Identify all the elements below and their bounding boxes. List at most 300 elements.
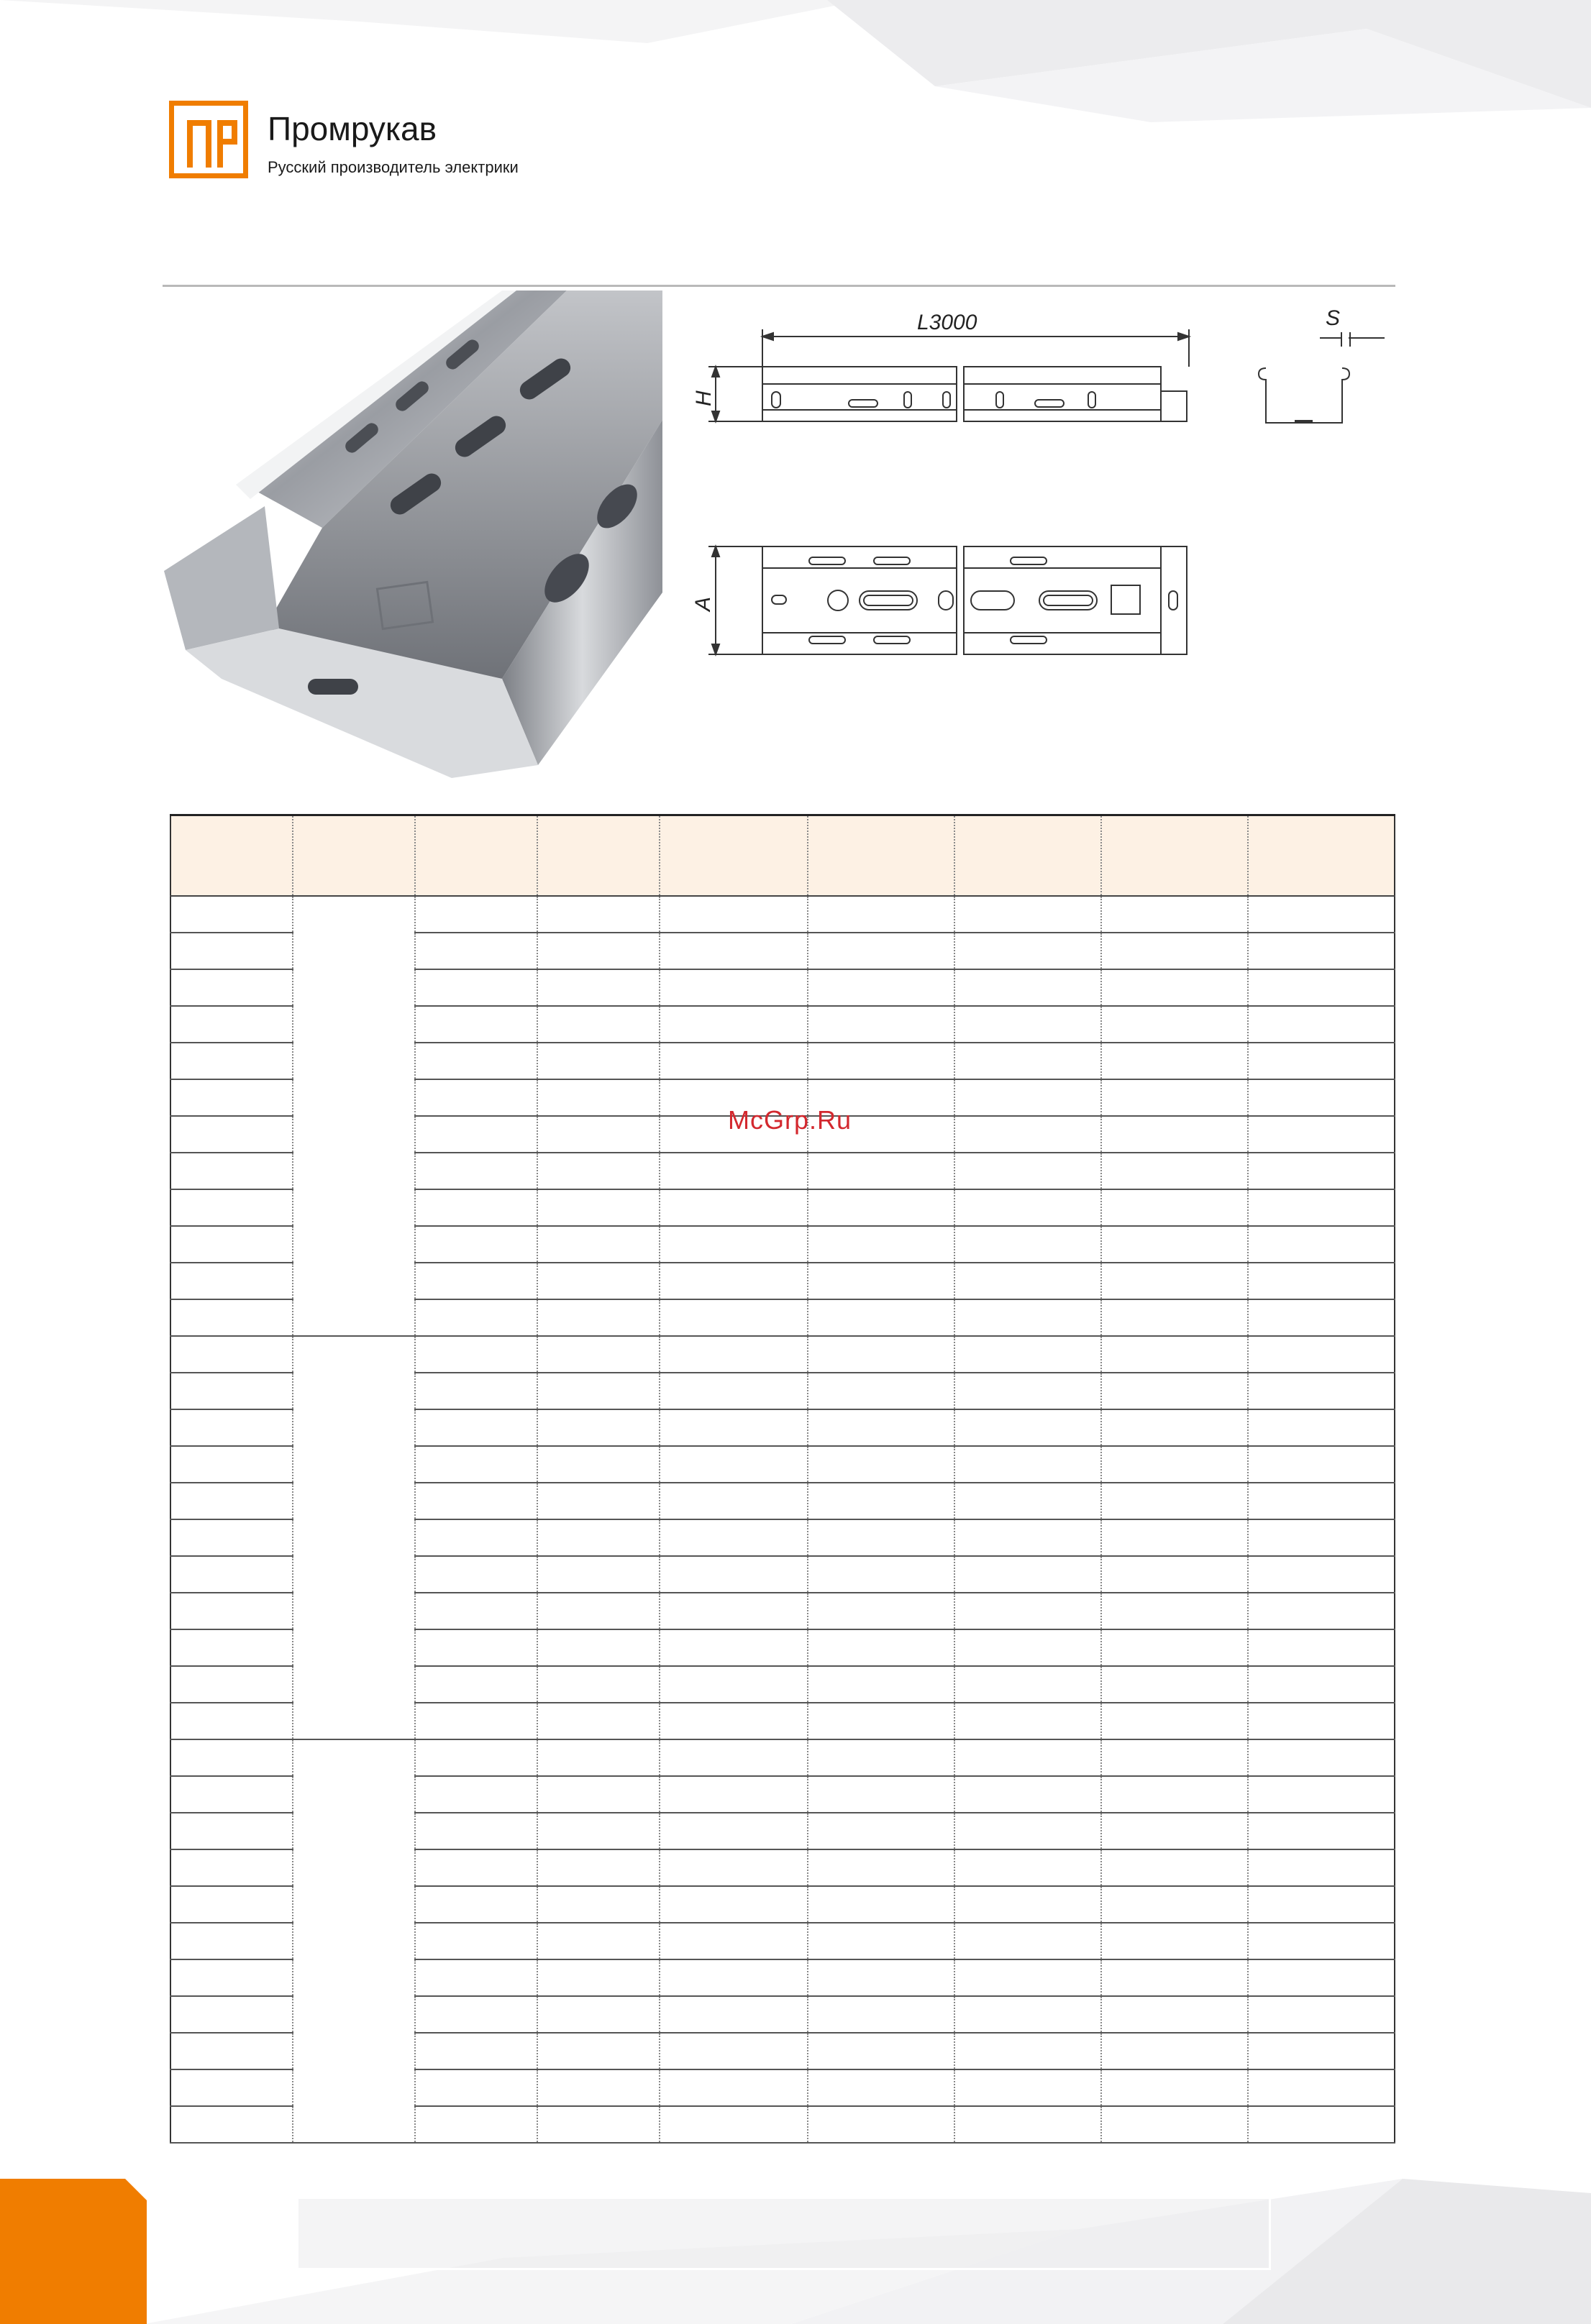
table-cell [170, 1299, 293, 1336]
table-cell [954, 1556, 1101, 1593]
table-cell [660, 1226, 808, 1263]
table-cell [808, 1409, 954, 1446]
table-cell [808, 1299, 954, 1336]
table-cell [415, 1629, 537, 1666]
table-cell [808, 2069, 954, 2106]
table-cell [808, 933, 954, 969]
table-cell [537, 1263, 660, 1299]
table-cell [954, 1373, 1101, 1409]
table-cell [660, 1629, 808, 1666]
table-cell [170, 1373, 293, 1409]
table-row [170, 1739, 1395, 1776]
table-cell [415, 1006, 537, 1043]
table-cell [954, 1593, 1101, 1629]
table-cell [170, 969, 293, 1006]
table-cell [537, 1593, 660, 1629]
table-cell [1101, 1923, 1248, 1959]
table-cell [808, 1849, 954, 1886]
table-cell [1101, 1043, 1248, 1079]
table-cell [170, 896, 293, 933]
table-cell [1248, 1959, 1395, 1996]
table-cell [660, 1739, 808, 1776]
table-cell [808, 1483, 954, 1519]
table-cell [1101, 2106, 1248, 2143]
length-label: L3000 [917, 311, 977, 334]
table-cell [415, 1593, 537, 1629]
table-cell [1248, 2106, 1395, 2143]
footer-orange-tab [0, 2179, 151, 2324]
table-header-cell [954, 815, 1101, 897]
table-cell [1101, 1703, 1248, 1739]
table-cell [1101, 1959, 1248, 1996]
table-cell [660, 1409, 808, 1446]
table-cell [415, 1409, 537, 1446]
table-cell [954, 2069, 1101, 2106]
table-cell [954, 1336, 1101, 1373]
table-cell [537, 1959, 660, 1996]
table-cell [1101, 1446, 1248, 1483]
table-cell [1248, 1519, 1395, 1556]
table-cell [660, 1703, 808, 1739]
table-cell [1248, 1079, 1395, 1116]
table-cell [1248, 933, 1395, 969]
table-cell [808, 1739, 954, 1776]
table-cell [170, 1776, 293, 1813]
table-header-cell [415, 815, 537, 897]
table-cell [808, 1996, 954, 2033]
table-cell [170, 1483, 293, 1519]
table-cell [808, 896, 954, 933]
table-cell [954, 1703, 1101, 1739]
table-cell [954, 1519, 1101, 1556]
table-cell [1101, 1996, 1248, 2033]
watermark-text: McGrp.Ru [728, 1105, 852, 1135]
table-header-cell [1101, 815, 1248, 897]
table-cell [537, 1666, 660, 1703]
table-cell [1101, 1336, 1248, 1373]
table-cell [537, 1556, 660, 1593]
table-cell [1101, 1556, 1248, 1593]
table-cell [415, 1153, 537, 1189]
table-cell [1101, 933, 1248, 969]
table-cell [415, 933, 537, 969]
width-label: A [691, 596, 715, 611]
height-label: H [692, 390, 716, 406]
table-cell [170, 1006, 293, 1043]
table-cell [1101, 1079, 1248, 1116]
table-cell [954, 933, 1101, 969]
table-cell [808, 2033, 954, 2069]
table-cell [415, 1263, 537, 1299]
table-cell [1248, 1593, 1395, 1629]
table-cell [170, 1446, 293, 1483]
table-cell [808, 1813, 954, 1849]
table-cell [537, 1923, 660, 1959]
table-cell [660, 1006, 808, 1043]
table-cell [170, 1629, 293, 1666]
table-cell [1248, 1996, 1395, 2033]
table-cell [415, 1739, 537, 1776]
table-cell [415, 1226, 537, 1263]
table-cell [1101, 1226, 1248, 1263]
table-cell [660, 1776, 808, 1813]
table-cell [1101, 1849, 1248, 1886]
table-cell [808, 1923, 954, 1959]
table-cell [415, 1996, 537, 2033]
table-cell [808, 1519, 954, 1556]
table-cell [537, 1813, 660, 1849]
table-cell [415, 1189, 537, 1226]
table-cell [1248, 2033, 1395, 2069]
table-cell [954, 1923, 1101, 1959]
table-cell [415, 2033, 537, 2069]
table-cell [1101, 1153, 1248, 1189]
table-cell [170, 1593, 293, 1629]
table-cell [1248, 1776, 1395, 1813]
table-cell [170, 1886, 293, 1923]
table-cell [808, 1556, 954, 1593]
table-cell [660, 896, 808, 933]
table-cell [415, 1813, 537, 1849]
table-header-cell [170, 815, 293, 897]
table-cell [537, 1153, 660, 1189]
table-cell [537, 2033, 660, 2069]
technical-drawings [691, 295, 1406, 669]
table-cell [1101, 2069, 1248, 2106]
table-cell [170, 1263, 293, 1299]
table-cell [1101, 1629, 1248, 1666]
table-cell [1101, 1886, 1248, 1923]
table-cell [660, 1263, 808, 1299]
table-cell [170, 1189, 293, 1226]
table-cell [170, 1116, 293, 1153]
table-cell [1101, 1776, 1248, 1813]
table-cell [1248, 1666, 1395, 1703]
table-cell [660, 1849, 808, 1886]
table-cell [170, 1959, 293, 1996]
table-cell [537, 1373, 660, 1409]
table-cell [808, 1666, 954, 1703]
table-cell [1101, 2033, 1248, 2069]
header-divider [163, 285, 1395, 287]
spec-table [170, 814, 1394, 2143]
table-cell [537, 1776, 660, 1813]
table-cell [537, 1409, 660, 1446]
table-cell [293, 1739, 415, 2143]
table-cell [660, 1519, 808, 1556]
table-cell [1101, 1593, 1248, 1629]
table-cell [1248, 1629, 1395, 1666]
table-cell [537, 1996, 660, 2033]
table-cell [415, 1776, 537, 1813]
table-cell [660, 1189, 808, 1226]
table-cell [954, 1739, 1101, 1776]
table-cell [170, 1996, 293, 2033]
table-cell [170, 2106, 293, 2143]
table-cell [954, 1776, 1101, 1813]
table-cell [660, 969, 808, 1006]
table-cell [808, 1776, 954, 1813]
table-header-cell [660, 815, 808, 897]
table-cell [954, 1849, 1101, 1886]
table-cell [537, 1336, 660, 1373]
table-cell [537, 1079, 660, 1116]
table-cell [954, 1629, 1101, 1666]
table-cell [660, 2033, 808, 2069]
table-cell [660, 1043, 808, 1079]
table-cell [1248, 1703, 1395, 1739]
table-cell [293, 1336, 415, 1739]
table-cell [415, 1703, 537, 1739]
table-cell [415, 1519, 537, 1556]
table-cell [954, 1079, 1101, 1116]
table-cell [170, 1226, 293, 1263]
table-cell [1248, 1483, 1395, 1519]
table-row [170, 896, 1395, 933]
table-cell [808, 1593, 954, 1629]
table-cell [170, 1043, 293, 1079]
table-cell [954, 1666, 1101, 1703]
table-cell [1248, 1849, 1395, 1886]
table-cell [537, 1006, 660, 1043]
table-cell [170, 1079, 293, 1116]
table-cell [1248, 1189, 1395, 1226]
table-cell [170, 1813, 293, 1849]
table-cell [415, 969, 537, 1006]
table-cell [660, 1153, 808, 1189]
table-cell [170, 1666, 293, 1703]
table-header-cell [808, 815, 954, 897]
table-cell [808, 1703, 954, 1739]
table-cell [808, 1373, 954, 1409]
table-cell [1248, 1006, 1395, 1043]
table-cell [954, 896, 1101, 933]
table-cell [808, 1189, 954, 1226]
table-cell [660, 1556, 808, 1593]
table-cell [170, 1556, 293, 1593]
table-cell [1248, 1373, 1395, 1409]
table-cell [1248, 1299, 1395, 1336]
table-cell [170, 1519, 293, 1556]
table-cell [415, 1336, 537, 1373]
table-cell [808, 1153, 954, 1189]
table-cell [170, 1409, 293, 1446]
table-cell [170, 2069, 293, 2106]
brand-tagline: Русский производитель электрики [268, 158, 519, 176]
table-cell [170, 1153, 293, 1189]
table-cell [954, 1043, 1101, 1079]
table-cell [808, 2106, 954, 2143]
table-cell [1248, 1153, 1395, 1189]
table-cell [293, 896, 415, 1336]
table-cell [537, 1189, 660, 1226]
tray-side-view-drawing [708, 329, 1189, 421]
table-header-cell [537, 815, 660, 897]
table-cell [660, 933, 808, 969]
table-cell [808, 1263, 954, 1299]
table-cell [1101, 896, 1248, 933]
table-cell [1248, 1336, 1395, 1373]
table-cell [954, 1189, 1101, 1226]
table-cell [954, 2106, 1101, 2143]
table-header-cell [1248, 815, 1395, 897]
table-cell [1248, 1886, 1395, 1923]
table-cell [954, 1299, 1101, 1336]
table-cell [415, 1959, 537, 1996]
table-cell [954, 1226, 1101, 1263]
table-cell [537, 1483, 660, 1519]
table-cell [1248, 1556, 1395, 1593]
table-cell [1248, 1409, 1395, 1446]
table-cell [415, 1043, 537, 1079]
table-cell [170, 933, 293, 969]
table-cell [954, 1263, 1101, 1299]
table-cell [415, 2069, 537, 2106]
table-cell [660, 2106, 808, 2143]
table-cell [537, 1446, 660, 1483]
table-cell [1101, 1299, 1248, 1336]
table-cell [660, 1373, 808, 1409]
table-cell [660, 1299, 808, 1336]
table-cell [1101, 1373, 1248, 1409]
table-cell [537, 1299, 660, 1336]
table-cell [808, 1226, 954, 1263]
table-cell [808, 1336, 954, 1373]
table-cell [170, 1739, 293, 1776]
table-cell [537, 969, 660, 1006]
table-cell [660, 2069, 808, 2106]
table-cell [1101, 1666, 1248, 1703]
table-cell [954, 1996, 1101, 2033]
table-cell [660, 1959, 808, 1996]
table-cell [415, 1299, 537, 1336]
table-cell [537, 933, 660, 969]
table-cell [954, 1446, 1101, 1483]
table-cell [1101, 1409, 1248, 1446]
table-cell [415, 1446, 537, 1483]
table-cell [1248, 1226, 1395, 1263]
table-cell [415, 1849, 537, 1886]
logo-mark [169, 101, 248, 178]
table-cell [1248, 1446, 1395, 1483]
table-cell [808, 1959, 954, 1996]
table-cell [415, 1373, 537, 1409]
table-cell [1248, 969, 1395, 1006]
table-cell [170, 1849, 293, 1886]
table-cell [537, 1519, 660, 1556]
table-cell [170, 1923, 293, 1959]
table-cell [1248, 1813, 1395, 1849]
table-cell [537, 1703, 660, 1739]
table-cell [537, 2069, 660, 2106]
table-cell [1248, 1116, 1395, 1153]
table-cell [660, 1666, 808, 1703]
table-cell [808, 1886, 954, 1923]
table-cell [954, 1483, 1101, 1519]
table-cell [660, 1593, 808, 1629]
table-cell [954, 1813, 1101, 1849]
table-row [170, 1336, 1395, 1373]
cable-tray-photo [164, 290, 662, 778]
table-cell [537, 2106, 660, 2143]
table-cell [415, 1886, 537, 1923]
table-cell [415, 1556, 537, 1593]
table-cell [660, 1923, 808, 1959]
table-cell [1248, 1043, 1395, 1079]
tray-profile-drawing [1259, 332, 1385, 423]
table-cell [415, 1116, 537, 1153]
table-cell [954, 1116, 1101, 1153]
table-cell [954, 1409, 1101, 1446]
table-cell [954, 1153, 1101, 1189]
table-cell [808, 1043, 954, 1079]
table-cell [537, 1849, 660, 1886]
table-cell [808, 1446, 954, 1483]
table-cell [808, 969, 954, 1006]
brand-name: Промрукав [268, 110, 437, 147]
tray-top-view-drawing [708, 546, 1187, 654]
table-cell [170, 1703, 293, 1739]
table-cell [1248, 1263, 1395, 1299]
table-cell [170, 2033, 293, 2069]
table-cell [537, 1739, 660, 1776]
table-cell [1101, 1263, 1248, 1299]
table-cell [660, 1996, 808, 2033]
table-cell [537, 1886, 660, 1923]
table-cell [1248, 896, 1395, 933]
table-cell [537, 1629, 660, 1666]
table-cell [537, 896, 660, 933]
thickness-label: S [1326, 306, 1341, 330]
table-header-row [170, 815, 1395, 897]
table-cell [537, 1226, 660, 1263]
table-cell [1248, 1923, 1395, 1959]
table-cell [1101, 1813, 1248, 1849]
table-cell [415, 1079, 537, 1116]
table-cell [415, 2106, 537, 2143]
table-cell [1101, 1739, 1248, 1776]
table-cell [1101, 969, 1248, 1006]
footer-panel [296, 2197, 1271, 2270]
table-cell [1248, 2069, 1395, 2106]
table-cell [415, 896, 537, 933]
table-cell [954, 969, 1101, 1006]
table-cell [1101, 1189, 1248, 1226]
table-cell [1248, 1739, 1395, 1776]
table-cell [415, 1666, 537, 1703]
table-cell [660, 1336, 808, 1373]
table-cell [1101, 1519, 1248, 1556]
table-cell [1101, 1483, 1248, 1519]
table-cell [415, 1923, 537, 1959]
table-cell [660, 1483, 808, 1519]
table-cell [415, 1483, 537, 1519]
table-cell [1101, 1116, 1248, 1153]
table-cell [808, 1006, 954, 1043]
table-cell [660, 1813, 808, 1849]
table-cell [1101, 1006, 1248, 1043]
table-cell [660, 1446, 808, 1483]
table-cell [954, 1886, 1101, 1923]
table-cell [170, 1336, 293, 1373]
table-cell [954, 1959, 1101, 1996]
table-cell [954, 2033, 1101, 2069]
table-cell [660, 1886, 808, 1923]
table-cell [954, 1006, 1101, 1043]
table-cell [808, 1629, 954, 1666]
table-cell [537, 1116, 660, 1153]
table-cell [537, 1043, 660, 1079]
